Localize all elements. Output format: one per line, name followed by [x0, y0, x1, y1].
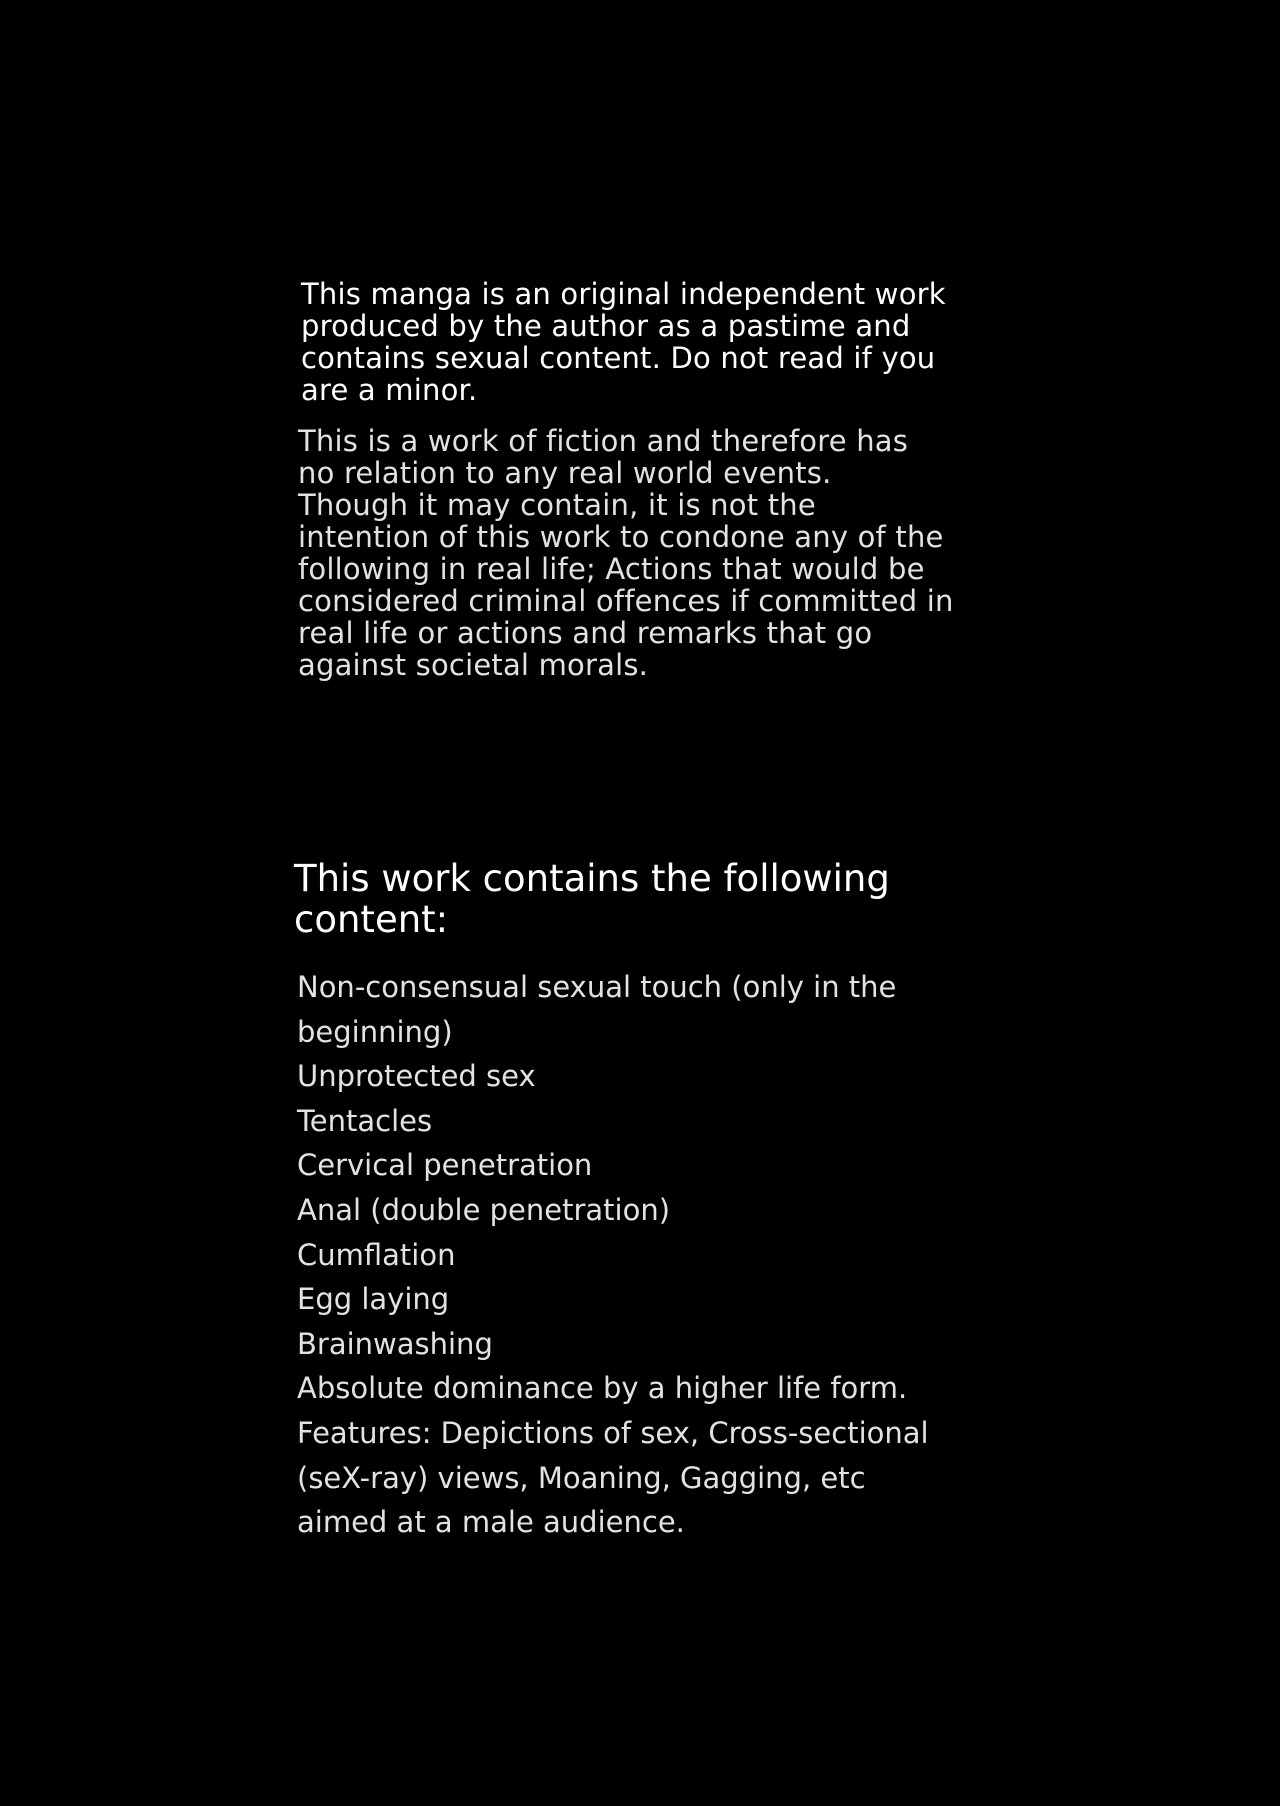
- contents-heading: This work contains the following content:: [294, 857, 890, 941]
- list-item: Cumflation: [297, 1237, 456, 1272]
- list-item: Unprotected sex: [297, 1059, 536, 1094]
- list-item: Tentacles: [297, 1103, 433, 1138]
- list-item: Absolute dominance by a higher life form.: [297, 1371, 908, 1406]
- fiction-disclaimer-text: This is a work of fiction and therefore has no relation to any real world events. Though it may contain, it is not the intention of this work to condone any of the following in real life; Actions that would be considered criminal offences if committed in real life or actions and remarks that go against societal morals.: [298, 424, 954, 682]
- list-item: Egg laying: [297, 1282, 450, 1317]
- list-item: Brainwashing: [297, 1326, 493, 1361]
- list-item: Features: Depictions of sex, Cross-sectional (seX-ray) views, Moaning, Gagging, etc aimed at a male audience.: [297, 1415, 929, 1540]
- list-item: Cervical penetration: [297, 1148, 593, 1183]
- fiction-disclaimer: [298, 425, 978, 681]
- list-item: Non-consensual sexual touch (only in the beginning): [297, 970, 897, 1049]
- list-item: Anal (double penetration): [297, 1192, 671, 1227]
- content-list: [297, 965, 987, 1545]
- age-notice: [301, 278, 981, 406]
- age-notice-text: This manga is an original independent work produced by the author as a pastime and contains sexual content. Do not read if you are a minor.: [301, 277, 946, 407]
